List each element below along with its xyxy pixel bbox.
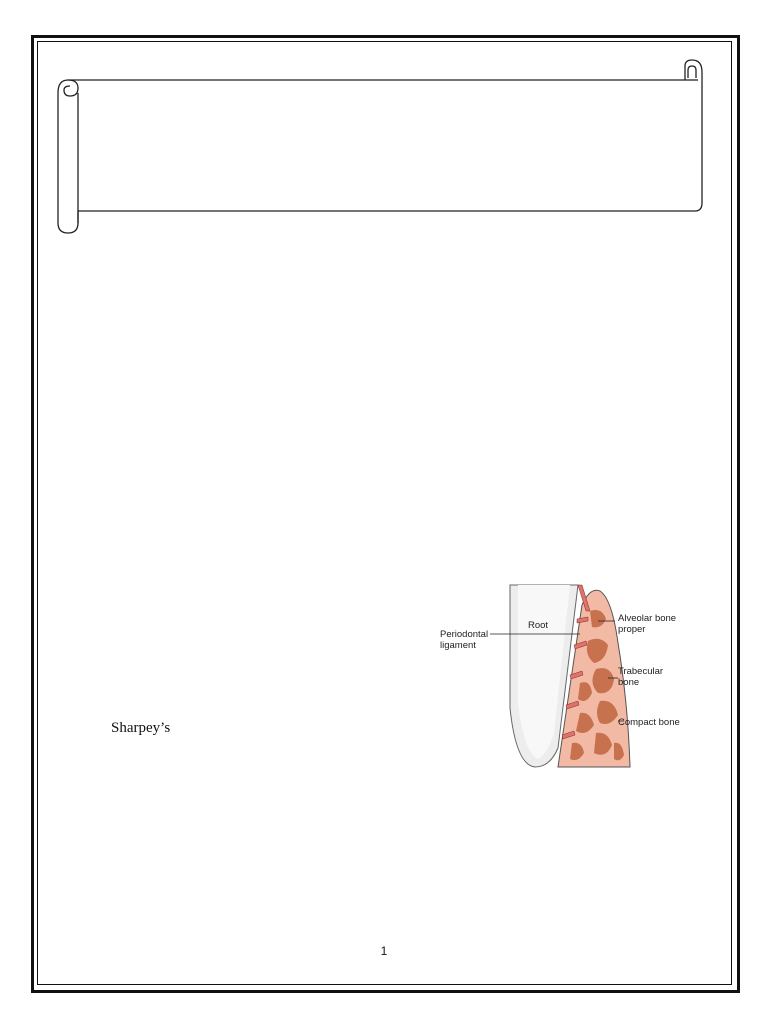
sharpey-caption: Sharpey’s bbox=[111, 720, 171, 736]
alveolar-label-2: proper bbox=[618, 624, 646, 635]
periodontium-figure bbox=[430, 583, 720, 773]
compact-bone-label: Compact bone bbox=[618, 717, 680, 728]
trabecular-label-2: bone bbox=[618, 677, 640, 688]
root-label: Root bbox=[528, 620, 549, 631]
page-number: 1 bbox=[380, 944, 388, 958]
periodontal-label-1: Periodontal bbox=[440, 629, 489, 640]
scroll-banner bbox=[50, 58, 710, 238]
alveolar-label-1: Alveolar bone bbox=[618, 613, 677, 624]
trabecular-label-1: Trabecular bbox=[618, 666, 664, 677]
periodontal-label-2: ligament bbox=[440, 640, 476, 651]
